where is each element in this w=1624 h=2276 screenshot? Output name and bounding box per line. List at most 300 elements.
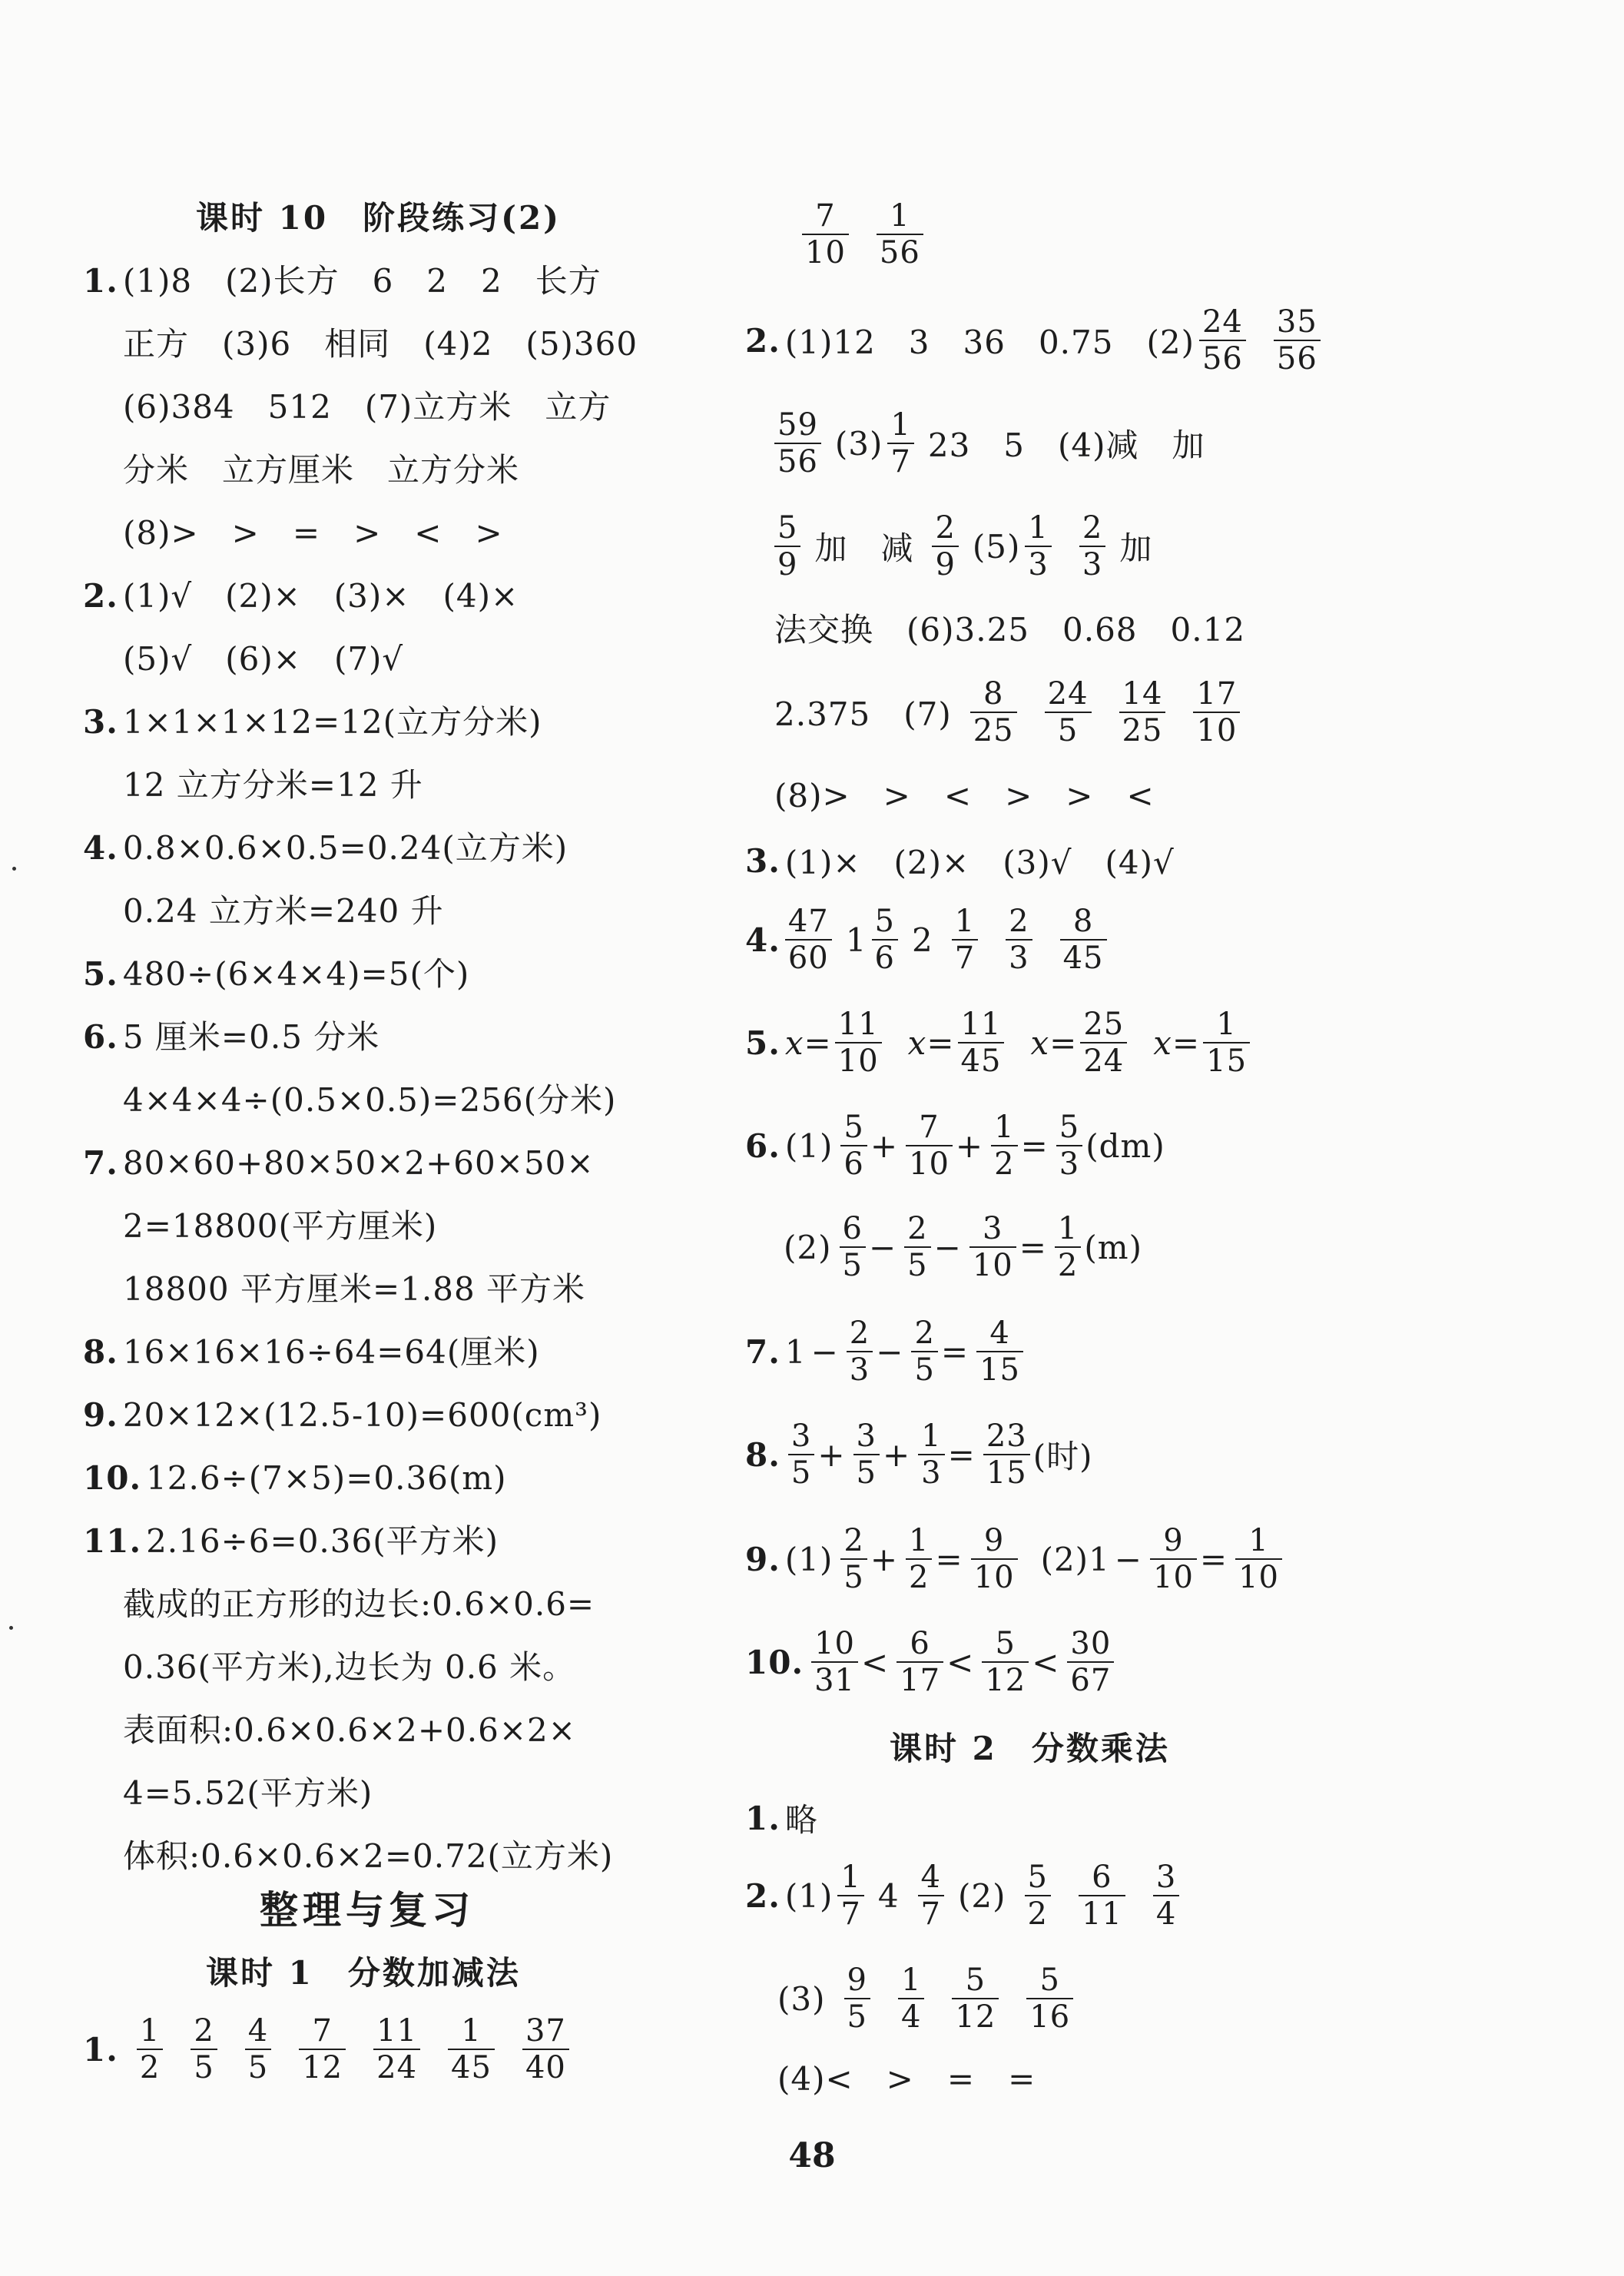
answer-text: 480÷(6×4×4)=5(个) <box>122 955 470 993</box>
numerator: 30 <box>1067 1626 1114 1663</box>
question-number: 2. <box>83 577 118 615</box>
numerator: 1 <box>991 1110 1017 1146</box>
fraction <box>952 1962 999 2035</box>
denominator: 2 <box>909 1560 930 1595</box>
q7-line: 7. 1 − $\frac{2}{3}$ − $\frac{2}{5}$ = $\frac{4}{15}$ <box>745 1316 1026 1388</box>
denominator: 56 <box>1201 341 1243 377</box>
answer-line <box>123 1583 595 1626</box>
numerator: 1 <box>877 198 923 235</box>
numerator: 6 <box>840 1211 866 1248</box>
numerator: 2 <box>1006 904 1032 941</box>
answer-line <box>123 1079 616 1122</box>
denominator: 7 <box>890 444 911 479</box>
question-number: 3. <box>83 703 118 741</box>
q4-line <box>745 904 1121 976</box>
fraction <box>191 2013 217 2085</box>
fraction <box>1079 510 1105 582</box>
numerator: 2 <box>904 1211 930 1248</box>
q6-line1: 6. (1) $\frac{5}{6}$ + $\frac{7}{10}$ + $\frac{1}{2}$ = $\frac{5}{3}$ (dm) <box>745 1110 1165 1182</box>
review-section-title: 整理与复习 <box>260 1887 475 1933</box>
question-number: 7. <box>83 1144 118 1182</box>
answer-line <box>83 827 568 870</box>
numerator: 11 <box>373 2013 420 2050</box>
answer-text: 截成的正方形的边长:0.6×0.6= <box>123 1585 595 1623</box>
numerator: 5 <box>872 904 898 941</box>
unit-text: (时) <box>1032 1438 1093 1475</box>
fraction <box>835 1007 882 1079</box>
answer-text: (1)8 (2)长方 6 2 2 长方 <box>122 262 602 300</box>
denominator: 6 <box>843 1146 864 1182</box>
question-number: 4. <box>745 921 781 959</box>
answer-text: 4×4×4÷(0.5×0.5)=256(分米) <box>123 1081 617 1119</box>
fraction <box>811 1626 858 1698</box>
question-number: 3. <box>745 841 781 880</box>
fraction <box>918 1860 944 1932</box>
denominator: 45 <box>960 1043 1002 1079</box>
scan-speck <box>9 1626 13 1630</box>
numerator: 24 <box>1199 304 1246 341</box>
answer-line <box>123 764 423 807</box>
answer-line <box>83 1142 595 1185</box>
question-number: 6. <box>83 1018 118 1056</box>
variable-text: x= <box>907 1024 955 1062</box>
denominator: 2 <box>1057 1248 1079 1283</box>
fraction-list <box>1011 1860 1194 1932</box>
denominator: 60 <box>787 941 829 976</box>
fraction <box>448 2013 495 2085</box>
numerator: 5 <box>982 1626 1029 1663</box>
denominator: 3 <box>1082 547 1103 582</box>
continued-fractions <box>788 198 937 270</box>
answer-line <box>123 1205 437 1248</box>
q2-line2 <box>774 407 1210 479</box>
denominator: 45 <box>451 2050 492 2085</box>
lesson2-q1 <box>745 1795 823 1841</box>
numerator: 47 <box>785 904 832 941</box>
numerator: 1 <box>898 1962 924 1999</box>
numerator: 11 <box>958 1007 1005 1043</box>
fraction <box>299 2013 346 2085</box>
answer-text: 4=5.52(平方米) <box>123 1774 373 1812</box>
fraction <box>840 1211 866 1283</box>
denominator: 56 <box>777 444 818 479</box>
fraction <box>1025 510 1051 582</box>
denominator: 2 <box>994 1146 1015 1182</box>
denominator: 3 <box>921 1455 942 1491</box>
answer-text: 0.36(平方米),边长为 0.6 米。 <box>123 1648 576 1686</box>
answer-text: (5) <box>972 527 1021 566</box>
answer-text: 2.375 (7) <box>774 695 952 733</box>
answer-text: (1)√ (2)× (3)× (4)× <box>122 577 519 615</box>
answer-line <box>83 1520 499 1563</box>
question-number: 7. <box>745 1332 781 1371</box>
denominator: 3 <box>1059 1146 1080 1182</box>
numerator: 3 <box>853 1418 880 1455</box>
lesson1-q1 <box>83 2013 583 2085</box>
answer-text: 80×60+80×50×2+60×50× <box>122 1144 595 1182</box>
numerator: 1 <box>918 1418 944 1455</box>
lesson2-q2-line3: (4)< > = = <box>777 2060 1036 2098</box>
denominator: 15 <box>1206 1043 1248 1079</box>
answer-line <box>83 953 469 996</box>
denominator: 3 <box>1028 547 1049 582</box>
q6-line2: (2) $\frac{6}{5}$ − $\frac{2}{5}$ − $\frac{3}{10}$ = $\frac{1}{2}$ (m) <box>784 1211 1142 1283</box>
fraction <box>983 1418 1030 1491</box>
denominator: 5 <box>914 1352 935 1388</box>
fraction <box>137 2013 163 2085</box>
fraction <box>898 1962 924 2035</box>
numerator: 5 <box>1025 1860 1051 1896</box>
answer-line <box>83 1016 379 1059</box>
fraction <box>1193 676 1240 748</box>
q10-line: 10. $\frac{10}{31}$ < $\frac{6}{17}$ < $\frac{5}{12}$ < $\frac{30}{67}$ <box>745 1626 1117 1698</box>
numerator: 1 <box>1055 1211 1081 1248</box>
answer-line <box>123 1646 575 1689</box>
question-number: 2. <box>745 1876 781 1915</box>
denominator: 45 <box>1062 941 1104 976</box>
fraction <box>1274 304 1321 377</box>
denominator: 2 <box>139 2050 161 2085</box>
numerator: 4 <box>245 2013 271 2050</box>
answer-text: 12.6÷(7×5)=0.36(m) <box>146 1459 507 1497</box>
fraction <box>918 1418 944 1491</box>
fraction <box>982 1626 1029 1698</box>
numerator: 5 <box>1056 1110 1082 1146</box>
denominator: 56 <box>1276 341 1317 377</box>
answer-line <box>123 512 503 555</box>
answer-text: 2.16÷6=0.36(平方米) <box>146 1522 499 1560</box>
fraction <box>1056 1110 1082 1182</box>
fraction <box>1235 1523 1282 1595</box>
lesson1-title: 课时 1 分数加减法 <box>206 1954 521 1992</box>
answer-line <box>123 890 444 933</box>
answer-text: (3) <box>777 1979 826 2018</box>
fraction <box>1025 1860 1051 1932</box>
answer-text: (2)1 <box>1040 1540 1110 1578</box>
answer-text: 2=18800(平方厘米) <box>123 1207 438 1245</box>
fraction <box>904 1211 930 1283</box>
fraction <box>837 1860 863 1932</box>
lesson2-title: 课时 2 分数乘法 <box>890 1730 1170 1767</box>
numerator: 5 <box>1026 1962 1073 1999</box>
answer-text: 20×12×(12.5-10)=600(cm³) <box>122 1396 602 1434</box>
denominator: 31 <box>814 1663 855 1698</box>
answer-line <box>123 1835 613 1878</box>
numerator: 2 <box>847 1316 873 1352</box>
denominator: 10 <box>837 1043 879 1079</box>
numerator: 2 <box>911 1316 937 1352</box>
page-number: 48 <box>788 2136 836 2175</box>
unit-text: (m) <box>1084 1228 1142 1266</box>
fraction <box>1060 904 1107 976</box>
denominator: 24 <box>1083 1043 1125 1079</box>
numerator: 1 <box>448 2013 495 2050</box>
answer-text: 加 <box>1119 529 1153 567</box>
fraction <box>958 1007 1005 1079</box>
fraction <box>1055 1211 1081 1283</box>
equation-list <box>785 1007 1250 1079</box>
denominator: 7 <box>954 941 976 976</box>
fraction <box>853 1418 880 1491</box>
numerator: 24 <box>1045 676 1092 713</box>
denominator: 5 <box>847 1999 867 2035</box>
answer-text: 2 <box>911 921 933 959</box>
numerator: 7 <box>299 2013 346 2050</box>
answer-text: 1 <box>784 1332 807 1371</box>
fraction <box>802 198 849 270</box>
fraction <box>373 2013 420 2085</box>
answer-text: (3) <box>834 424 883 463</box>
q2-line1 <box>745 304 1334 377</box>
question-number: 8. <box>83 1333 118 1371</box>
denominator: 10 <box>909 1146 950 1182</box>
fraction <box>906 1523 932 1595</box>
fraction <box>911 1316 937 1388</box>
answer-text: 表面积:0.6×0.6×2+0.6×2× <box>123 1711 576 1749</box>
answer-text: 分米 立方厘米 立方分米 <box>123 451 520 489</box>
denominator: 40 <box>525 2050 566 2085</box>
fraction-list <box>123 2013 583 2085</box>
lesson2-q2-line1 <box>745 1860 1193 1932</box>
fraction <box>971 1523 1018 1595</box>
question-number: 4. <box>83 829 118 867</box>
answer-text: (1) <box>784 1876 834 1915</box>
question-number: 1. <box>83 2030 118 2069</box>
q2-line6: (8)> > < > > < <box>774 777 1155 815</box>
scan-speck <box>12 867 16 871</box>
numerator: 1 <box>1025 510 1051 547</box>
numerator: 3 <box>1153 1860 1179 1896</box>
numerator: 37 <box>522 2013 569 2050</box>
denominator: 5 <box>790 1455 812 1491</box>
answer-line <box>83 701 542 744</box>
numerator: 2 <box>840 1523 867 1560</box>
lesson2-q2-line2 <box>777 1962 1087 2035</box>
answer-text: (2) <box>958 1876 1006 1915</box>
fraction <box>774 407 821 479</box>
q2-line4: 法交换 (6)3.25 0.68 0.12 <box>774 611 1246 649</box>
numerator: 17 <box>1193 676 1240 713</box>
answer-text: 0.24 立方米=240 升 <box>123 892 444 930</box>
denominator: 10 <box>1238 1560 1280 1595</box>
numerator: 2 <box>932 510 958 547</box>
numerator: 3 <box>788 1418 814 1455</box>
answer-text: 12 立方分米=12 升 <box>123 766 423 804</box>
numerator: 35 <box>1274 304 1321 341</box>
numerator: 1 <box>1203 1007 1250 1043</box>
question-number: 1. <box>745 1799 781 1837</box>
numerator: 1 <box>137 2013 163 2050</box>
denominator: 7 <box>840 1896 861 1932</box>
denominator: 11 <box>1081 1896 1122 1932</box>
lesson10-title: 课时 10 阶段练习(2) <box>196 199 562 237</box>
fraction <box>906 1110 953 1182</box>
denominator: 25 <box>973 713 1014 748</box>
answer-line <box>123 386 611 429</box>
numerator: 14 <box>1119 676 1166 713</box>
numerator: 3 <box>969 1211 1016 1248</box>
numerator: 9 <box>1150 1523 1197 1560</box>
fraction <box>245 2013 271 2085</box>
denominator: 9 <box>777 547 798 582</box>
denominator: 10 <box>805 235 846 270</box>
numerator: 6 <box>1079 1860 1125 1896</box>
denominator: 12 <box>955 1999 996 2035</box>
answer-text: (5)√ (6)× (7)√ <box>123 640 404 678</box>
numerator: 5 <box>774 510 800 547</box>
fraction <box>840 1110 867 1182</box>
answer-text: (8)> > = > < > <box>123 514 503 552</box>
denominator: 9 <box>935 547 956 582</box>
fraction <box>1045 676 1092 748</box>
numerator: 59 <box>774 407 821 444</box>
denominator: 25 <box>1122 713 1163 748</box>
fraction <box>970 676 1017 748</box>
numerator: 5 <box>952 1962 999 1999</box>
fraction-list <box>938 904 1121 976</box>
fraction <box>1067 1626 1114 1698</box>
answer-text: 4 <box>877 1876 900 1915</box>
question-number: 10. <box>745 1643 804 1681</box>
fraction <box>1199 304 1246 377</box>
q8-line: 8. $\frac{3}{5}$ + $\frac{3}{5}$ + $\frac{1}{3}$ = $\frac{23}{15}$ (时) <box>745 1418 1093 1491</box>
numerator: 23 <box>983 1418 1030 1455</box>
answer-line <box>83 575 519 618</box>
denominator: 5 <box>1057 713 1079 748</box>
denominator: 56 <box>879 235 920 270</box>
fraction <box>1119 676 1166 748</box>
fraction <box>877 198 923 270</box>
q3-line <box>745 838 1179 884</box>
answer-text: (1)× (2)× (3)√ (4)√ <box>784 844 1175 881</box>
fraction <box>774 510 800 582</box>
denominator: 10 <box>973 1560 1015 1595</box>
denominator: 5 <box>907 1248 928 1283</box>
answer-text: 0.8×0.6×0.5=0.24(立方米) <box>122 829 568 867</box>
q2-line5 <box>774 676 1254 748</box>
numerator: 2 <box>1079 510 1105 547</box>
denominator: 6 <box>874 941 895 976</box>
denominator: 15 <box>986 1455 1027 1491</box>
fraction <box>847 1316 873 1388</box>
fraction <box>969 1211 1016 1283</box>
answer-line <box>123 449 519 492</box>
question-number: 1. <box>83 262 118 300</box>
numerator: 9 <box>844 1962 870 1999</box>
fraction <box>991 1110 1017 1182</box>
numerator: 1 <box>952 904 978 941</box>
variable-text: x= <box>1153 1024 1201 1062</box>
denominator: 7 <box>920 1896 941 1932</box>
q2-line3 <box>774 510 1157 582</box>
fraction <box>522 2013 569 2085</box>
fraction <box>976 1316 1023 1388</box>
fraction <box>1153 1860 1179 1932</box>
question-number: 2. <box>745 321 781 360</box>
answer-text: 加 减 <box>814 529 914 567</box>
numerator: 1 <box>837 1860 863 1896</box>
fraction <box>887 407 913 479</box>
answer-text: 体积:0.6×0.6×2=0.72(立方米) <box>123 1837 614 1875</box>
answer-line <box>123 1772 373 1815</box>
question-number: 10. <box>83 1459 142 1497</box>
q9-line: 9. (1) $\frac{2}{5}$ + $\frac{1}{2}$ = $\frac{9}{10}$ (2)1 − $\frac{9}{10}$ = $\frac{1}{10}$ <box>745 1523 1285 1595</box>
numerator: 7 <box>802 198 849 235</box>
denominator: 5 <box>843 1560 864 1595</box>
denominator: 5 <box>856 1455 877 1491</box>
denominator: 4 <box>900 1999 922 2035</box>
denominator: 10 <box>972 1248 1013 1283</box>
question-number: 5. <box>745 1024 781 1062</box>
numerator: 8 <box>970 676 1017 713</box>
answer-text: 1×1×1×12=12(立方分米) <box>122 703 542 741</box>
denominator: 12 <box>985 1663 1026 1698</box>
answer-text: 16×16×16÷64=64(厘米) <box>122 1333 540 1371</box>
answer-text: 略 <box>784 1801 818 1839</box>
answer-text: 18800 平方厘米=1.88 平方米 <box>123 1270 586 1308</box>
question-number: 11. <box>83 1522 142 1560</box>
fraction <box>872 904 898 976</box>
denominator: 5 <box>842 1248 863 1283</box>
variable-text: x= <box>784 1024 832 1062</box>
answer-text: (1) <box>784 1540 834 1578</box>
question-number: 6. <box>745 1126 781 1165</box>
answer-line <box>83 1457 507 1500</box>
numerator: 10 <box>811 1626 858 1663</box>
fraction <box>788 1418 814 1491</box>
answer-text: (2) <box>784 1228 832 1266</box>
numerator: 9 <box>971 1523 1018 1560</box>
numerator: 8 <box>1060 904 1107 941</box>
unit-text: (dm) <box>1085 1126 1165 1165</box>
question-number: 8. <box>745 1435 781 1474</box>
numerator: 1 <box>1235 1523 1282 1560</box>
denominator: 10 <box>1153 1560 1194 1595</box>
question-number: 9. <box>745 1540 781 1578</box>
fraction <box>952 904 978 976</box>
answer-line <box>83 1394 602 1437</box>
denominator: 2 <box>1027 1896 1048 1932</box>
answer-line <box>123 638 403 681</box>
fraction <box>1203 1007 1250 1079</box>
numerator: 25 <box>1080 1007 1127 1043</box>
denominator: 67 <box>1070 1663 1112 1698</box>
fraction <box>785 904 832 976</box>
denominator: 5 <box>194 2050 214 2085</box>
answer-text: 5 厘米=0.5 分米 <box>122 1018 380 1056</box>
denominator: 16 <box>1029 1999 1071 2035</box>
answer-line <box>123 323 638 366</box>
numerator: 4 <box>918 1860 944 1896</box>
answer-text: 1 <box>845 921 867 959</box>
denominator: 5 <box>247 2050 269 2085</box>
fraction <box>932 510 958 582</box>
numerator: 11 <box>835 1007 882 1043</box>
answer-line <box>123 1709 576 1752</box>
denominator: 3 <box>849 1352 870 1388</box>
denominator: 12 <box>302 2050 343 2085</box>
question-number: 9. <box>83 1396 118 1434</box>
fraction-list <box>830 1962 1088 2035</box>
answer-line <box>83 260 602 303</box>
fraction <box>897 1626 943 1698</box>
denominator: 15 <box>979 1352 1021 1388</box>
fraction <box>844 1962 870 2035</box>
denominator: 24 <box>376 2050 418 2085</box>
numerator: 6 <box>897 1626 943 1663</box>
numerator: 1 <box>906 1523 932 1560</box>
fraction <box>840 1523 867 1595</box>
